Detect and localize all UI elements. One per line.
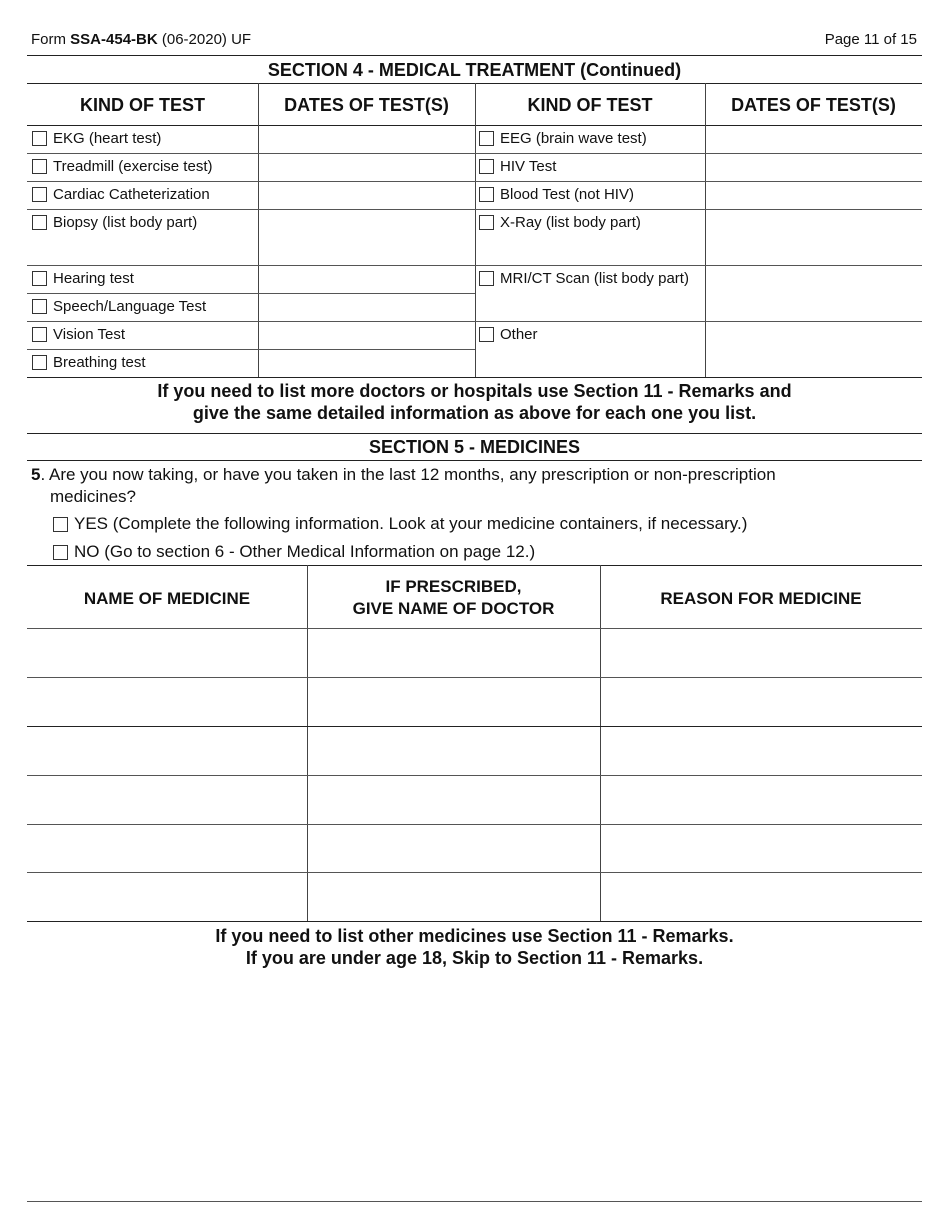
checkbox[interactable] xyxy=(479,271,494,286)
col-dates-right: DATES OF TEST(S) xyxy=(731,95,896,115)
page-number: Page 11 of 15 xyxy=(824,31,917,48)
doctor-name-cell[interactable] xyxy=(308,678,599,725)
yes-checkbox[interactable] xyxy=(53,517,68,532)
option-yes[interactable]: YES (Complete the following information. Look at your medicine containers, if necessary.) xyxy=(53,514,747,534)
question-5: 5. Are you now taking, or have you taken in the last 12 months, any prescription or non-prescription xyxy=(31,465,776,484)
divider xyxy=(27,377,922,378)
reason-cell[interactable] xyxy=(601,678,921,725)
checkbox[interactable] xyxy=(32,215,47,230)
divider xyxy=(27,55,922,56)
col-reason: REASON FOR MEDICINE xyxy=(660,589,862,608)
section4-note-line2: give the same detailed information as above for each one you list. xyxy=(192,403,757,423)
medicine-name-cell[interactable] xyxy=(28,825,306,871)
grid-line xyxy=(475,83,476,377)
col-dates-left: DATES OF TEST(S) xyxy=(284,95,449,115)
form-header xyxy=(31,31,917,51)
section5-title: SECTION 5 - MEDICINES xyxy=(368,437,581,457)
doctor-name-cell[interactable] xyxy=(308,776,599,823)
row-line xyxy=(475,153,922,154)
test-treadmill[interactable]: Treadmill (exercise test) xyxy=(32,158,212,175)
checkbox[interactable] xyxy=(32,327,47,342)
row-line xyxy=(27,349,475,350)
section4-title: SECTION 4 - MEDICAL TREATMENT (Continued) xyxy=(267,60,682,80)
test-other[interactable]: Other xyxy=(479,326,538,343)
reason-cell[interactable] xyxy=(601,776,921,823)
row-line xyxy=(475,321,922,322)
grid-line xyxy=(705,83,706,377)
checkbox[interactable] xyxy=(32,159,47,174)
col-kind-right: KIND OF TEST xyxy=(527,95,653,115)
col-doctor: IF PRESCRIBED, GIVE NAME OF DOCTOR xyxy=(352,577,555,618)
test-xray[interactable]: X-Ray (list body part) xyxy=(479,214,641,231)
test-eeg[interactable]: EEG (brain wave test) xyxy=(479,130,647,147)
checkbox[interactable] xyxy=(32,299,47,314)
section5-note-line1: If you need to list other medicines use Section 11 - Remarks. xyxy=(215,926,734,946)
test-hearing[interactable]: Hearing test xyxy=(32,270,134,287)
medicine-name-cell[interactable] xyxy=(28,873,306,920)
reason-cell[interactable] xyxy=(601,727,921,774)
test-ekg[interactable]: EKG (heart test) xyxy=(32,130,161,147)
col-medicine-name: NAME OF MEDICINE xyxy=(83,589,251,608)
test-hiv[interactable]: HIV Test xyxy=(479,158,556,175)
divider xyxy=(27,565,922,566)
checkbox[interactable] xyxy=(479,131,494,146)
checkbox[interactable] xyxy=(479,215,494,230)
row-line xyxy=(475,181,922,182)
section5-note-line2: If you are under age 18, Skip to Section 11 - Remarks. xyxy=(245,948,704,968)
test-vision[interactable]: Vision Test xyxy=(32,326,125,343)
grid-line xyxy=(258,83,259,377)
checkbox[interactable] xyxy=(479,327,494,342)
test-blood[interactable]: Blood Test (not HIV) xyxy=(479,186,634,203)
test-mri-ct[interactable]: MRI/CT Scan (list body part) xyxy=(479,270,689,287)
doctor-name-cell[interactable] xyxy=(308,629,599,676)
col-kind-left: KIND OF TEST xyxy=(80,95,205,115)
reason-cell[interactable] xyxy=(601,825,921,871)
checkbox[interactable] xyxy=(32,355,47,370)
checkbox[interactable] xyxy=(32,271,47,286)
row-line xyxy=(27,265,475,266)
divider xyxy=(27,460,922,461)
no-checkbox[interactable] xyxy=(53,545,68,560)
reason-cell[interactable] xyxy=(601,629,921,676)
medicine-name-cell[interactable] xyxy=(28,629,306,676)
doctor-name-cell[interactable] xyxy=(308,825,599,871)
checkbox[interactable] xyxy=(32,187,47,202)
question-5-cont: medicines? xyxy=(50,487,136,506)
checkbox[interactable] xyxy=(479,159,494,174)
row-line xyxy=(27,153,475,154)
doctor-name-cell[interactable] xyxy=(308,873,599,920)
bottom-rule xyxy=(27,1201,922,1202)
row-line xyxy=(27,209,475,210)
test-breathing[interactable]: Breathing test xyxy=(32,354,146,371)
row-line xyxy=(27,181,475,182)
reason-cell[interactable] xyxy=(601,873,921,920)
test-speech[interactable]: Speech/Language Test xyxy=(32,298,206,315)
checkbox[interactable] xyxy=(479,187,494,202)
section4-note-line1: If you need to list more doctors or hospitals use Section 11 - Remarks and xyxy=(157,381,792,401)
test-cardiac-cath[interactable]: Cardiac Catheterization xyxy=(32,186,210,203)
test-biopsy[interactable]: Biopsy (list body part) xyxy=(32,214,197,231)
divider xyxy=(27,433,922,434)
row-line xyxy=(475,209,922,210)
form-id: Form SSA-454-BK (06-2020) UF xyxy=(31,31,252,48)
medicine-name-cell[interactable] xyxy=(28,776,306,823)
medicine-name-cell[interactable] xyxy=(28,727,306,774)
doctor-name-cell[interactable] xyxy=(308,727,599,774)
option-no[interactable]: NO (Go to section 6 - Other Medical Information on page 12.) xyxy=(53,542,535,562)
row-line xyxy=(27,321,475,322)
row-line xyxy=(475,265,922,266)
row-line xyxy=(27,293,475,294)
row-line xyxy=(27,921,922,922)
checkbox[interactable] xyxy=(32,131,47,146)
medicine-name-cell[interactable] xyxy=(28,678,306,725)
